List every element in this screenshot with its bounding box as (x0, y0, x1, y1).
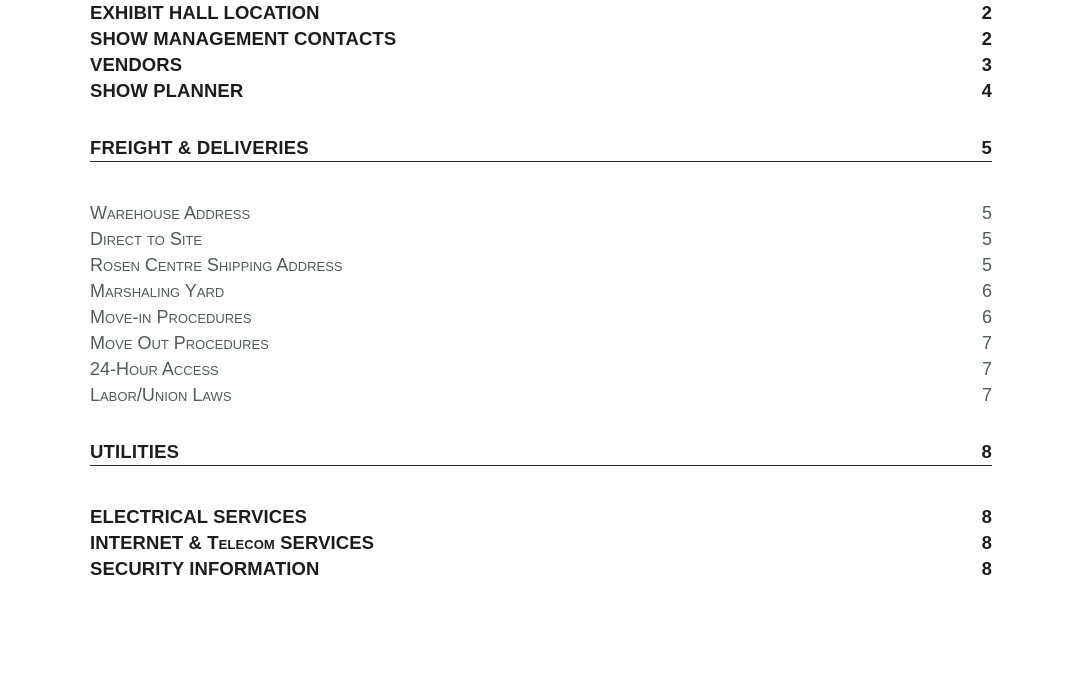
toc-entry-page: 8 (981, 558, 992, 579)
toc-entry-label: 24-Hour Access (90, 359, 219, 379)
toc-entry[interactable] (90, 252, 992, 278)
toc-section-label: UTILITIES (90, 441, 180, 462)
toc-entry-label: EXHIBIT HALL LOCATION (90, 2, 320, 23)
toc-entry-label: ELECTRICAL SERVICES (90, 506, 308, 527)
spacer (90, 104, 992, 136)
toc-entry-label: Rosen Centre Shipping Address (90, 255, 343, 275)
toc-entry[interactable] (90, 78, 992, 104)
toc-entry-label: INTERNET & Telecom SERVICES (90, 532, 375, 553)
toc-section-label: FREIGHT & DELIVERIES (90, 137, 309, 158)
toc-entry[interactable] (90, 556, 992, 582)
toc-entry-page: 7 (981, 359, 992, 379)
toc-entry-page: 5 (981, 203, 992, 223)
toc-entry[interactable] (90, 278, 992, 304)
toc-entry-page: 2 (981, 2, 992, 23)
toc-entry-page: 5 (981, 229, 992, 249)
toc-entry-page: 7 (981, 333, 992, 353)
toc-entry[interactable] (90, 304, 992, 330)
toc-section-heading[interactable] (90, 136, 992, 162)
toc-section-heading[interactable] (90, 440, 992, 466)
toc-entry-label: Labor/Union Laws (90, 385, 232, 405)
toc-entry-label: SHOW MANAGEMENT CONTACTS (90, 28, 397, 49)
spacer (90, 162, 992, 200)
spacer (90, 408, 992, 440)
toc-entry-page: 6 (981, 307, 992, 327)
table-of-contents (90, 0, 992, 582)
toc-entry[interactable] (90, 330, 992, 356)
toc-entry-label: VENDORS (90, 54, 183, 75)
toc-entry-page: 8 (981, 506, 992, 527)
toc-entry[interactable] (90, 530, 992, 556)
toc-entry-label: SHOW PLANNER (90, 80, 244, 101)
toc-entry[interactable] (90, 0, 992, 26)
toc-entry-label: Move-in Procedures (90, 307, 252, 327)
toc-entry-page: 8 (981, 532, 992, 553)
toc-entry-page: 5 (981, 255, 992, 275)
toc-entry[interactable] (90, 52, 992, 78)
toc-section-page: 5 (981, 137, 992, 158)
toc-entry[interactable] (90, 26, 992, 52)
toc-entry[interactable] (90, 382, 992, 408)
toc-entry-page: 2 (981, 28, 992, 49)
toc-entry-label: Direct to Site (90, 229, 203, 249)
toc-entry[interactable] (90, 504, 992, 530)
toc-entry-label: Marshaling Yard (90, 281, 225, 301)
toc-entry-label: Move Out Procedures (90, 333, 269, 353)
toc-entry-label: Warehouse Address (90, 203, 251, 223)
toc-entry-page: 3 (981, 54, 992, 75)
toc-entry-label: SECURITY INFORMATION (90, 558, 320, 579)
toc-entry-page: 6 (981, 281, 992, 301)
toc-entry[interactable] (90, 226, 992, 252)
toc-entry-page: 4 (981, 80, 992, 101)
toc-entry[interactable] (90, 200, 992, 226)
spacer (90, 466, 992, 504)
toc-section-page: 8 (981, 441, 992, 462)
toc-entry-page: 7 (981, 385, 992, 405)
toc-entry[interactable] (90, 356, 992, 382)
